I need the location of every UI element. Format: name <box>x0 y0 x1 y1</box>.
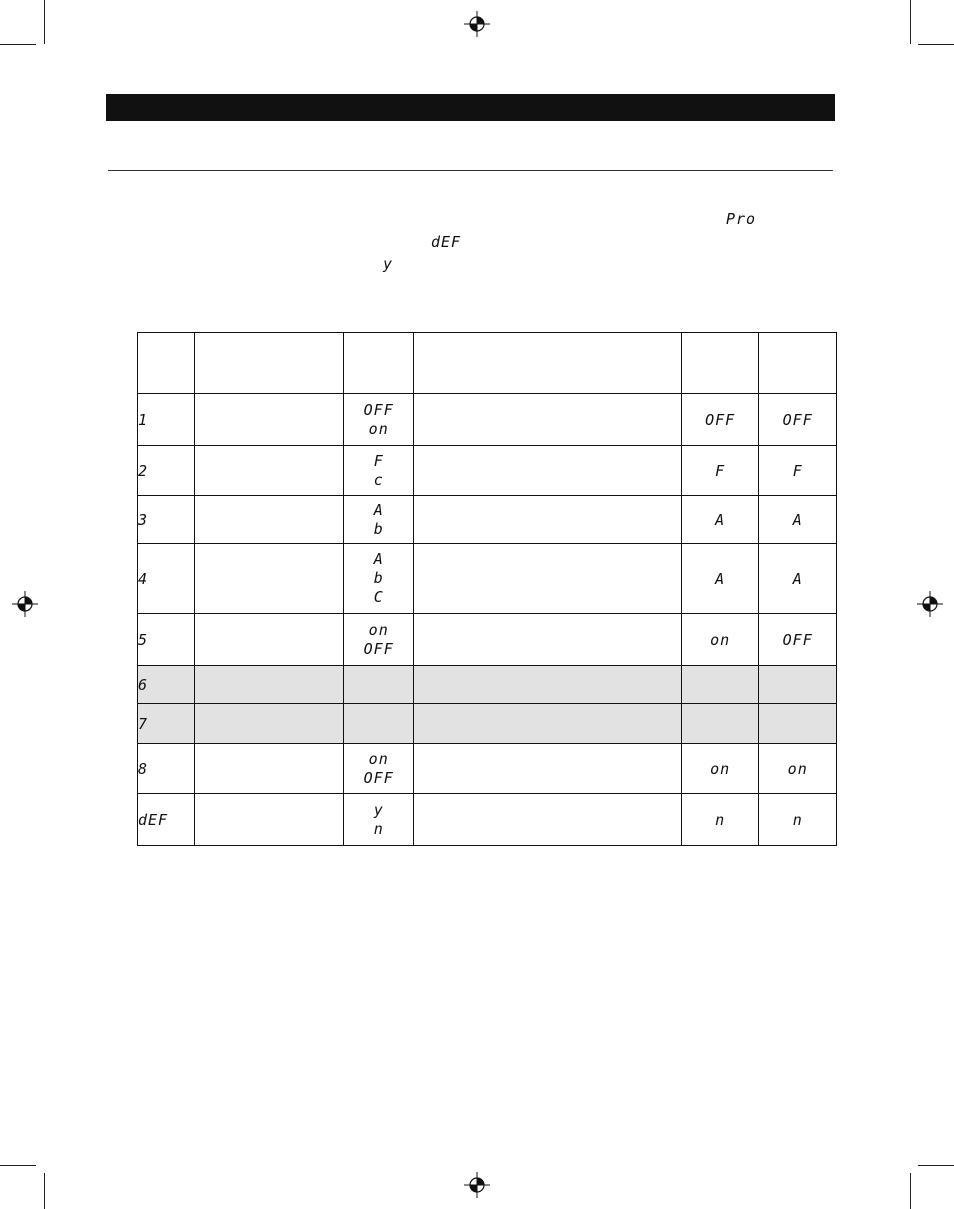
option-value: on <box>368 620 389 639</box>
parameter-number: 7 <box>138 704 195 744</box>
crop-mark <box>44 0 45 44</box>
parameter-options <box>344 496 413 544</box>
parameter-options <box>344 794 413 846</box>
default-value-2: F <box>759 446 837 496</box>
option-value: A <box>373 550 384 568</box>
parameter-number: 8 <box>138 744 195 794</box>
default-value-1: A <box>681 544 759 614</box>
parameter-name-cell <box>195 394 344 446</box>
registration-mark-icon <box>12 591 38 617</box>
option-value: b <box>373 569 384 587</box>
default-value-2 <box>759 666 837 704</box>
parameter-number: 5 <box>138 614 195 666</box>
parameter-name-cell <box>195 446 344 496</box>
parameter-options <box>344 544 413 614</box>
parameter-options <box>344 704 413 744</box>
parameter-description-cell <box>413 496 681 544</box>
table-row <box>138 544 837 614</box>
crop-mark <box>910 1173 911 1209</box>
default-value-1: OFF <box>681 394 759 446</box>
parameter-name-cell <box>195 666 344 704</box>
option-value: C <box>373 588 384 606</box>
parameter-name-cell <box>195 744 344 794</box>
section-divider <box>108 170 833 171</box>
option-value: OFF <box>363 768 394 787</box>
parameter-description-cell <box>413 744 681 794</box>
crop-mark <box>918 1165 954 1166</box>
parameter-options <box>344 446 413 496</box>
section-title-bar <box>106 94 835 121</box>
default-value-2 <box>759 704 837 744</box>
parameter-description-cell <box>413 704 681 744</box>
parameter-description-cell <box>413 794 681 846</box>
table-row <box>138 614 837 666</box>
parameter-name-cell <box>195 794 344 846</box>
registration-mark-icon <box>464 1172 490 1198</box>
table-row <box>138 704 837 744</box>
default-value-1: on <box>681 614 759 666</box>
option-value: b <box>373 519 384 538</box>
header-options <box>344 333 413 394</box>
parameter-name-cell <box>195 544 344 614</box>
default-value-2: A <box>759 496 837 544</box>
parameter-options <box>344 394 413 446</box>
parameter-name-cell <box>195 704 344 744</box>
default-value-1: F <box>681 446 759 496</box>
header-description <box>413 333 681 394</box>
option-value: c <box>373 470 384 489</box>
table-row <box>138 666 837 704</box>
parameter-description-cell <box>413 394 681 446</box>
default-value-1: on <box>681 744 759 794</box>
option-value: y <box>373 800 384 819</box>
option-value: on <box>368 749 389 768</box>
default-value-2: n <box>759 794 837 846</box>
option-value: on <box>368 419 389 438</box>
parameter-name-cell <box>195 614 344 666</box>
option-value: n <box>373 819 384 838</box>
table-row <box>138 394 837 446</box>
parameter-number: 6 <box>138 666 195 704</box>
parameter-table <box>137 332 837 846</box>
parameter-number: 4 <box>138 544 195 614</box>
parameter-number: dEF <box>138 794 195 846</box>
default-value-1: n <box>681 794 759 846</box>
table-row <box>138 794 837 846</box>
table-body <box>138 394 837 846</box>
default-value-2: OFF <box>759 614 837 666</box>
parameter-options <box>344 744 413 794</box>
default-value-2: OFF <box>759 394 837 446</box>
crop-mark <box>0 1165 36 1166</box>
table-header-row <box>138 333 837 394</box>
header-parameter <box>195 333 344 394</box>
parameter-description-cell <box>413 666 681 704</box>
option-value: A <box>373 500 384 519</box>
parameter-number: 3 <box>138 496 195 544</box>
parameter-number: 2 <box>138 446 195 496</box>
code-def: dEF <box>431 233 462 251</box>
table-row <box>138 446 837 496</box>
table-row <box>138 744 837 794</box>
parameter-name-cell <box>195 496 344 544</box>
crop-mark <box>44 1173 45 1209</box>
header-default-1 <box>681 333 759 394</box>
parameter-description-cell <box>413 614 681 666</box>
parameter-description-cell <box>413 544 681 614</box>
header-default-2 <box>759 333 837 394</box>
parameter-options <box>344 614 413 666</box>
code-y: y <box>383 255 394 273</box>
default-value-1 <box>681 704 759 744</box>
parameter-number: 1 <box>138 394 195 446</box>
default-value-2: A <box>759 544 837 614</box>
registration-mark-icon <box>464 11 490 37</box>
default-value-1: A <box>681 496 759 544</box>
header-number <box>138 333 195 394</box>
default-value-1 <box>681 666 759 704</box>
option-value: OFF <box>363 400 394 419</box>
crop-mark <box>918 44 954 45</box>
registration-mark-icon <box>917 591 943 617</box>
code-pro: Pro <box>726 210 757 228</box>
crop-mark <box>910 0 911 44</box>
option-value: F <box>373 451 384 470</box>
crop-mark <box>0 44 36 45</box>
parameter-options <box>344 666 413 704</box>
option-value: OFF <box>363 639 394 658</box>
default-value-2: on <box>759 744 837 794</box>
table-row <box>138 496 837 544</box>
parameter-description-cell <box>413 446 681 496</box>
